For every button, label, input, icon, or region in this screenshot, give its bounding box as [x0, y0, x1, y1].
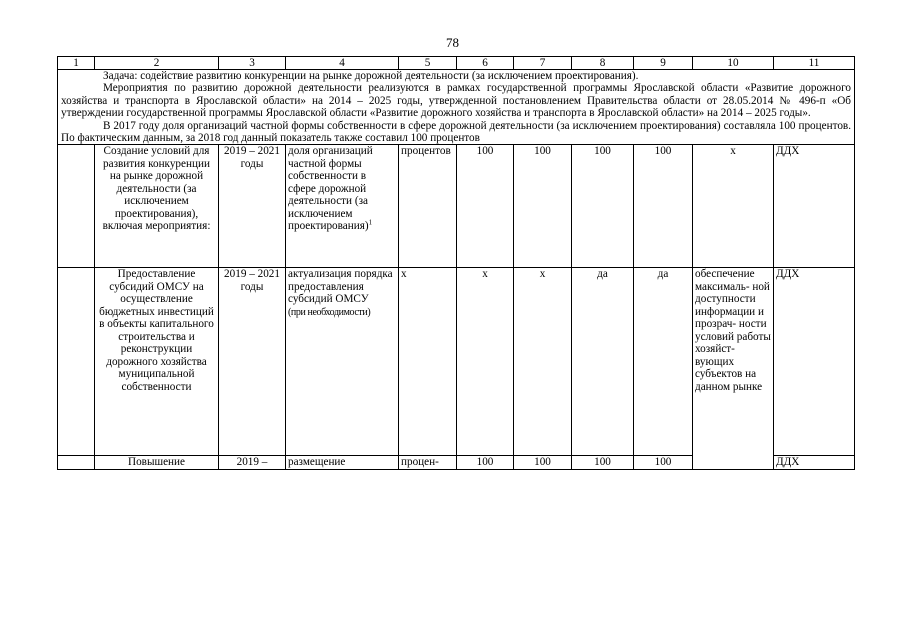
- result-cell: х: [693, 145, 774, 268]
- page-number: 78: [446, 35, 459, 50]
- column-number: 1: [58, 57, 95, 70]
- period-cell: 2019 – 2021 годы: [219, 145, 286, 268]
- value-2019-cell: х: [514, 268, 572, 456]
- intro-cell: [58, 70, 855, 145]
- measures-table: [57, 56, 855, 470]
- value-2019-cell: 100: [514, 456, 572, 470]
- value-2018-cell: х: [457, 268, 514, 456]
- row-number-cell: [58, 268, 95, 456]
- period-cell: 2019 – 2021 годы: [219, 268, 286, 456]
- footnote-mark: 1: [368, 218, 373, 227]
- column-number: 5: [399, 57, 457, 70]
- column-number: 3: [219, 57, 286, 70]
- column-number: 10: [693, 57, 774, 70]
- executor-cell: ДДХ: [774, 268, 855, 456]
- value-2021-cell: 100: [634, 456, 693, 470]
- period-cell: 2019 –: [219, 456, 286, 470]
- indicator-cell: [286, 268, 399, 456]
- measure-name-cell: Повышение: [95, 456, 219, 470]
- measure-name-cell: Предоставление субсидий ОМСУ на осуществление бюджетных инвестиций в объекты капитального строительства и реконструкции дорожного хозяйства муниципальной собственности: [95, 268, 219, 456]
- column-number: 6: [457, 57, 514, 70]
- column-number: 4: [286, 57, 399, 70]
- column-number: 8: [572, 57, 634, 70]
- share-paragraph: В 2017 году доля организаций частной формы собственности в сфере дорожной деятельности (за исключением проектирования) составляла 100 процентов. По фактическим данным, за 2018 год данный показатель также составил 100 процентов: [61, 119, 851, 145]
- column-number-row: [58, 57, 855, 70]
- measure-name-cell: Создание условий для развития конкуренции на рынке дорожной деятельности (за исключением проектирования), включая мероприятия:: [95, 145, 219, 268]
- indicator-text: доля организаций частной формы собственности в сфере дорожной деятельности (за исключением проектирования): [288, 145, 373, 233]
- value-2018-cell: 100: [457, 456, 514, 470]
- measures-paragraph: Мероприятия по развитию дорожной деятельности реализуются в рамках государственной программы Ярославской области «Развитие дорожного хозяйства и транспорта в Ярославской области» на 2014 – 2025 годы, утвержденной постановлением Правительства области от 28.05.2014 № 496-п «Об утверждении государственной программы Ярославской области «Развитие дорожного хозяйства и транспорта в Ярославской области» на 2014 – 2025 годы».: [61, 82, 851, 120]
- executor-cell: ДДХ: [774, 456, 855, 470]
- row-number-cell: [58, 145, 95, 268]
- row-number-cell: [58, 456, 95, 470]
- indicator-note: (при необходимости): [288, 306, 371, 318]
- value-2021-cell: 100: [634, 145, 693, 268]
- executor-cell: ДДХ: [774, 145, 855, 268]
- indicator-cell: [286, 145, 399, 268]
- column-number: 2: [95, 57, 219, 70]
- value-2020-cell: 100: [572, 456, 634, 470]
- column-number: 9: [634, 57, 693, 70]
- value-2018-cell: 100: [457, 145, 514, 268]
- value-2019-cell: 100: [514, 145, 572, 268]
- column-number: 7: [514, 57, 572, 70]
- intro-row: [58, 70, 855, 145]
- unit-cell: процентов: [399, 145, 457, 268]
- result-cell: обеспечение максималь- ной доступности информации и прозрач- ности условий работы хозяйст- вующих субъектов на данном рынке: [693, 268, 774, 470]
- task-paragraph: Задача: содействие развитию конкуренции на рынке дорожной деятельности (за исключением проектирования).: [103, 70, 639, 82]
- value-2021-cell: да: [634, 268, 693, 456]
- unit-cell: х: [399, 268, 457, 456]
- column-number: 11: [774, 57, 855, 70]
- table-row: [58, 145, 855, 268]
- unit-cell: процен-: [399, 456, 457, 470]
- value-2020-cell: да: [572, 268, 634, 456]
- indicator-cell: размещение: [286, 456, 399, 470]
- table-row: [58, 268, 855, 456]
- indicator-text: актуализация порядка предоставления субсидий ОМСУ: [288, 268, 393, 306]
- value-2020-cell: 100: [572, 145, 634, 268]
